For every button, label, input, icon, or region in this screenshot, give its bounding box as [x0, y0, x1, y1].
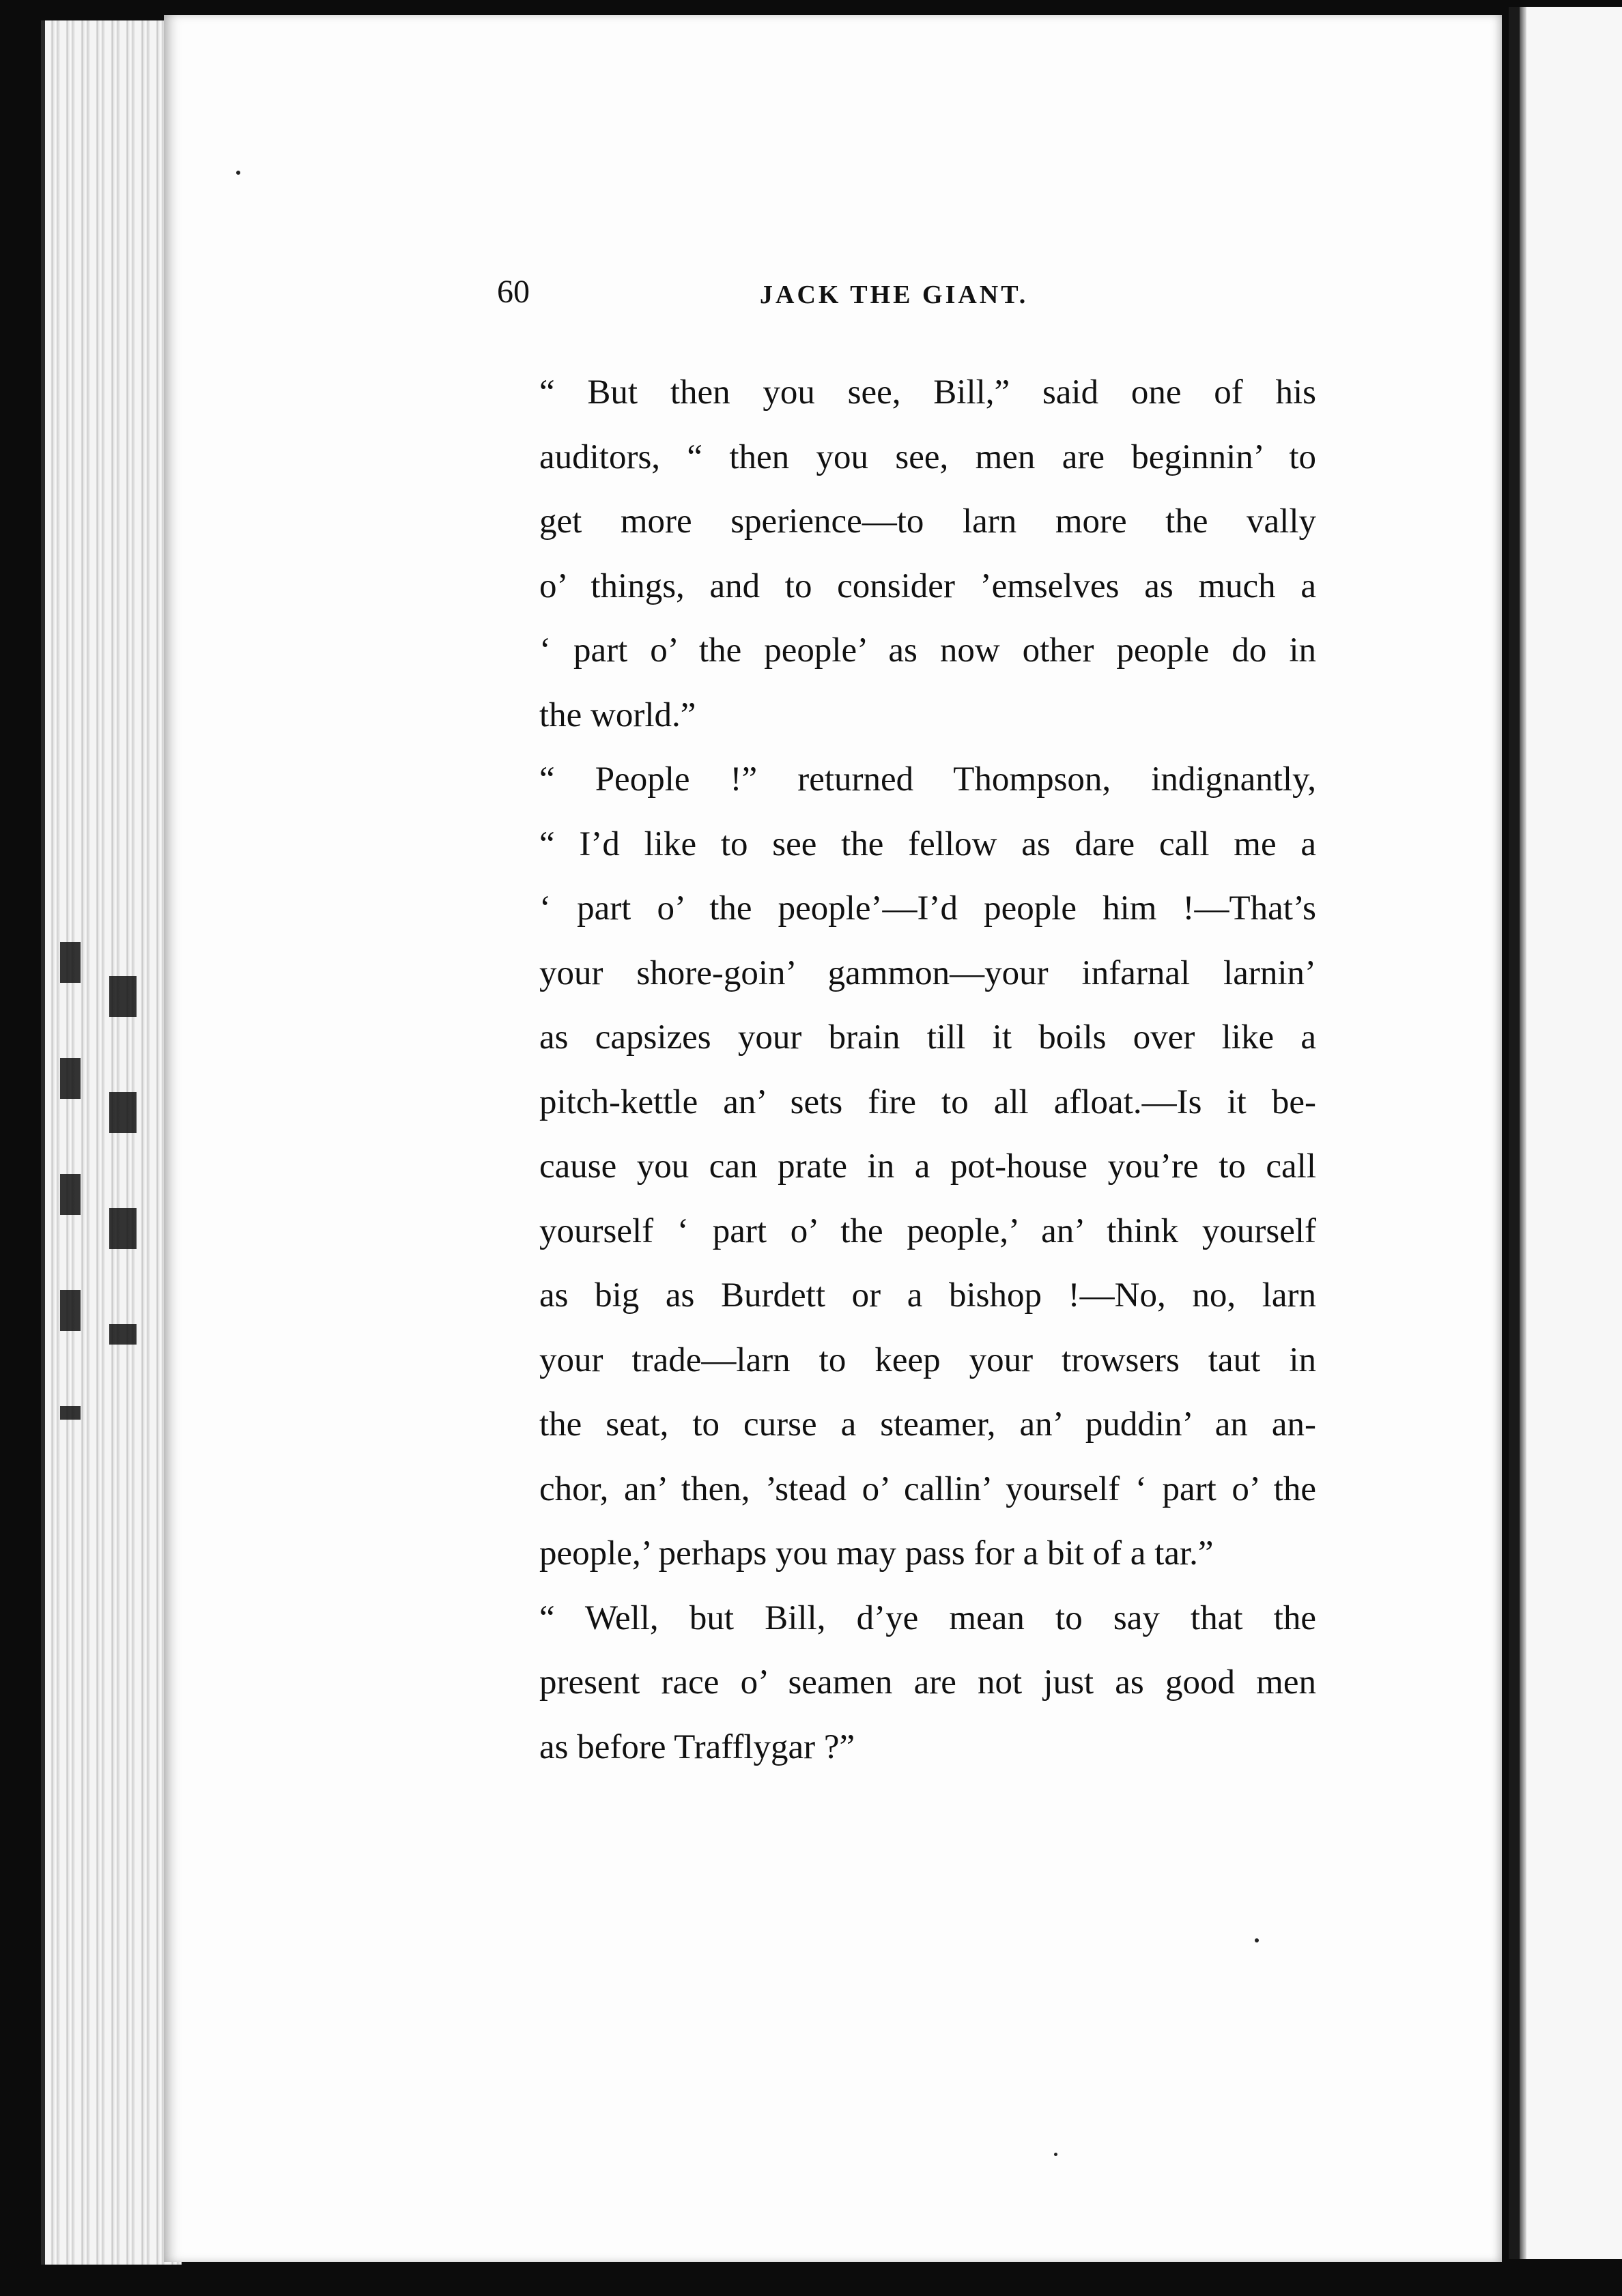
paragraph	[497, 747, 1316, 1586]
text-line: “ People !” returned Thompson, indignantly,	[539, 760, 1316, 799]
edge-ink-marks	[109, 935, 137, 1345]
text-line: get more sperience—to larn more the vally	[539, 502, 1316, 541]
text-line: “ I’d like to see the fellow as dare call me a	[539, 824, 1316, 863]
dust-speck	[1255, 1938, 1259, 1942]
text-line: people,’ perhaps you may pass for a bit of a tar.”	[539, 1534, 1214, 1573]
text-line: o’ things, and to consider ’emselves as much a	[539, 566, 1316, 605]
text-line: the world.”	[539, 695, 696, 734]
text-line: present race o’ seamen are not just as good men	[539, 1663, 1316, 1702]
text-line: cause you can prate in a pot-house you’re to call	[539, 1147, 1316, 1186]
text-line: the seat, to curse a steamer, an’ puddin’ an an-	[539, 1405, 1316, 1444]
text-line: your trade—larn to keep your trowsers taut in	[539, 1340, 1316, 1379]
dust-speck	[1054, 2153, 1057, 2156]
text-line: as big as Burdett or a bishop !—No, no, larn	[539, 1276, 1316, 1315]
edge-ink-marks	[60, 901, 81, 1420]
text-line: your shore-goin’ gammon—your infarnal larnin’	[539, 953, 1316, 992]
page-number: 60	[497, 274, 530, 310]
scan-bottom-border	[0, 2265, 1622, 2296]
text-line: yourself ‘ part o’ the people,’ an’ think yourself	[539, 1211, 1316, 1250]
running-head	[497, 273, 1316, 321]
text-line: ‘ part o’ the people’—I’d people him !—That’s	[539, 889, 1316, 928]
text-line: chor, an’ then, ’stead o’ callin’ yourself ‘ part o’ the	[539, 1469, 1316, 1508]
text-line: as before Trafflygar ?”	[539, 1727, 855, 1766]
next-page-sliver	[1509, 7, 1622, 2259]
text-line: “ Well, but Bill, d’ye mean to say that the	[539, 1598, 1316, 1637]
text-line: pitch-kettle an’ sets fire to all afloat.—Is it be-	[539, 1082, 1316, 1121]
text-line: auditors, “ then you see, men are beginnin’ to	[539, 437, 1316, 476]
text-line: ‘ part o’ the people’ as now other people do in	[539, 631, 1316, 670]
running-title: JACK THE GIANT.	[760, 281, 1029, 309]
text-line: “ But then you see, Bill,” said one of his	[539, 373, 1316, 412]
text-line: as capsizes your brain till it boils over like a	[539, 1018, 1316, 1057]
dust-speck	[236, 171, 240, 175]
body-text	[497, 360, 1316, 1779]
paragraph	[497, 360, 1316, 747]
paragraph	[497, 1586, 1316, 1780]
